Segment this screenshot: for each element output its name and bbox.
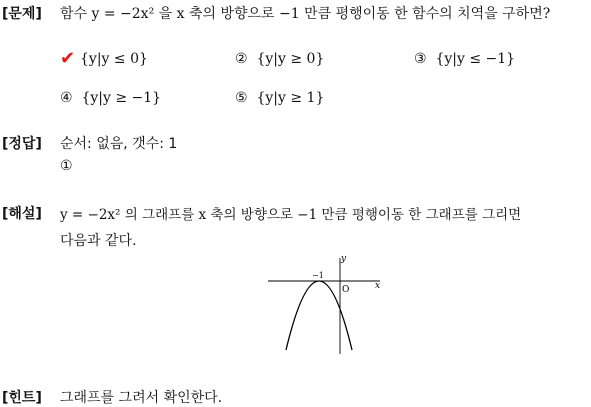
parabola-graph [262, 250, 392, 356]
choice-4[interactable] [60, 90, 161, 106]
choice-4-marker: ④ [60, 90, 73, 106]
choice-1[interactable] [80, 51, 148, 67]
choice-2-marker: ② [235, 51, 248, 67]
choice-2-text: {y|y ≥ 0} [256, 51, 325, 67]
choice-3-text: {y|y ≤ −1} [435, 51, 516, 67]
answer-tag: [정답] [2, 136, 42, 152]
y-axis-label: y [341, 254, 347, 264]
check-mark-icon: ✔ [60, 48, 76, 69]
answer-line-1: 순서: 없음, 갯수: 1 [60, 136, 178, 152]
choice-3[interactable] [414, 51, 515, 67]
hint-tag: [힌트] [2, 390, 42, 406]
x-axis-label: x [375, 281, 381, 291]
choice-4-text: {y|y ≥ −1} [81, 90, 162, 106]
vertex-label: −1 [312, 271, 324, 280]
choice-5-marker: ⑤ [235, 90, 248, 106]
problem-tag: [문제] [2, 6, 42, 22]
problem-question: 함수 y = −2x² 을 x 축의 방향으로 −1 만큼 평행이동 한 함수의 치역을 구하면? [60, 6, 551, 22]
choice-5-text: {y|y ≥ 1} [256, 90, 325, 106]
solution-line-2: 다음과 같다. [60, 233, 137, 249]
origin-label: O [342, 285, 350, 295]
choice-1-text: {y|y ≤ 0} [80, 51, 148, 67]
solution-line-1: y = −2x² 의 그래프를 x 축의 방향으로 −1 만큼 평행이동 한 그래프를 그리면 [60, 207, 522, 223]
hint-text: 그래프를 그려서 확인한다. [60, 390, 223, 406]
answer-line-2: ① [60, 158, 73, 174]
choice-3-marker: ③ [414, 51, 427, 67]
choice-5[interactable] [235, 90, 324, 106]
choice-2[interactable] [235, 51, 324, 67]
solution-tag: [해설] [2, 206, 42, 222]
